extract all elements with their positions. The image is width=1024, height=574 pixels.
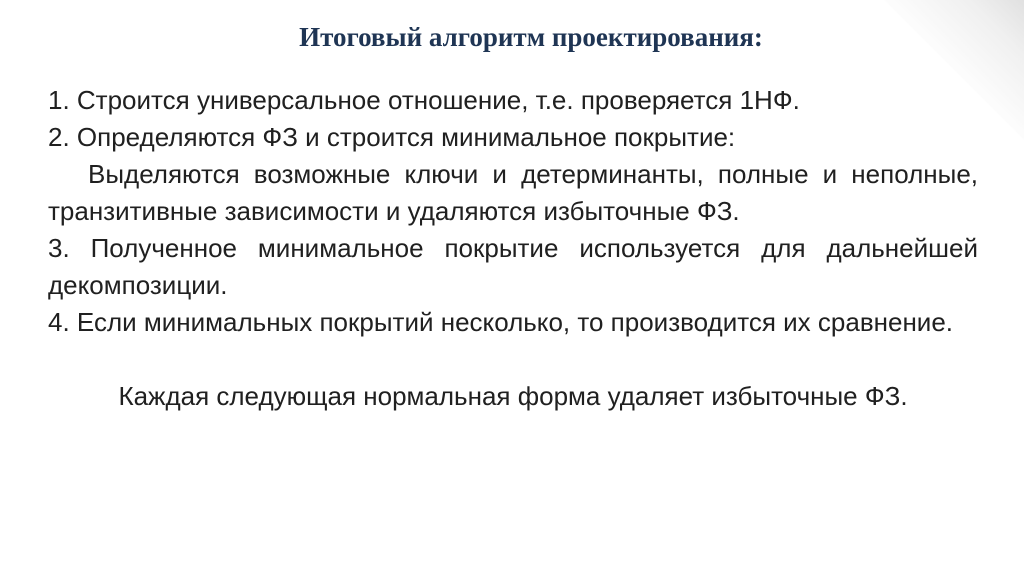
step-4-text: 4. Если минимальных покрытий несколько, то производится их сравнение. — [48, 307, 954, 337]
slide-body — [48, 82, 978, 415]
conclusion-text: Каждая следующая нормальная форма удаляет избыточные ФЗ. — [118, 381, 908, 411]
step-1-text: 1. Строится универсальное отношение, т.е. проверяется 1НФ. — [48, 85, 800, 115]
step-2-text: 2. Определяются ФЗ и строится минимальное покрытие: — [48, 122, 736, 152]
step-2-details: Выделяются возможные ключи и детерминанты, полные и неполные, транзитивные зависимости и удаляются избыточные ФЗ. — [48, 159, 978, 226]
slide-title: Итоговый алгоритм проектирования: — [299, 22, 763, 52]
step-3-text: 3. Полученное минимальное покрытие используется для дальнейшей декомпозиции. — [48, 233, 978, 300]
